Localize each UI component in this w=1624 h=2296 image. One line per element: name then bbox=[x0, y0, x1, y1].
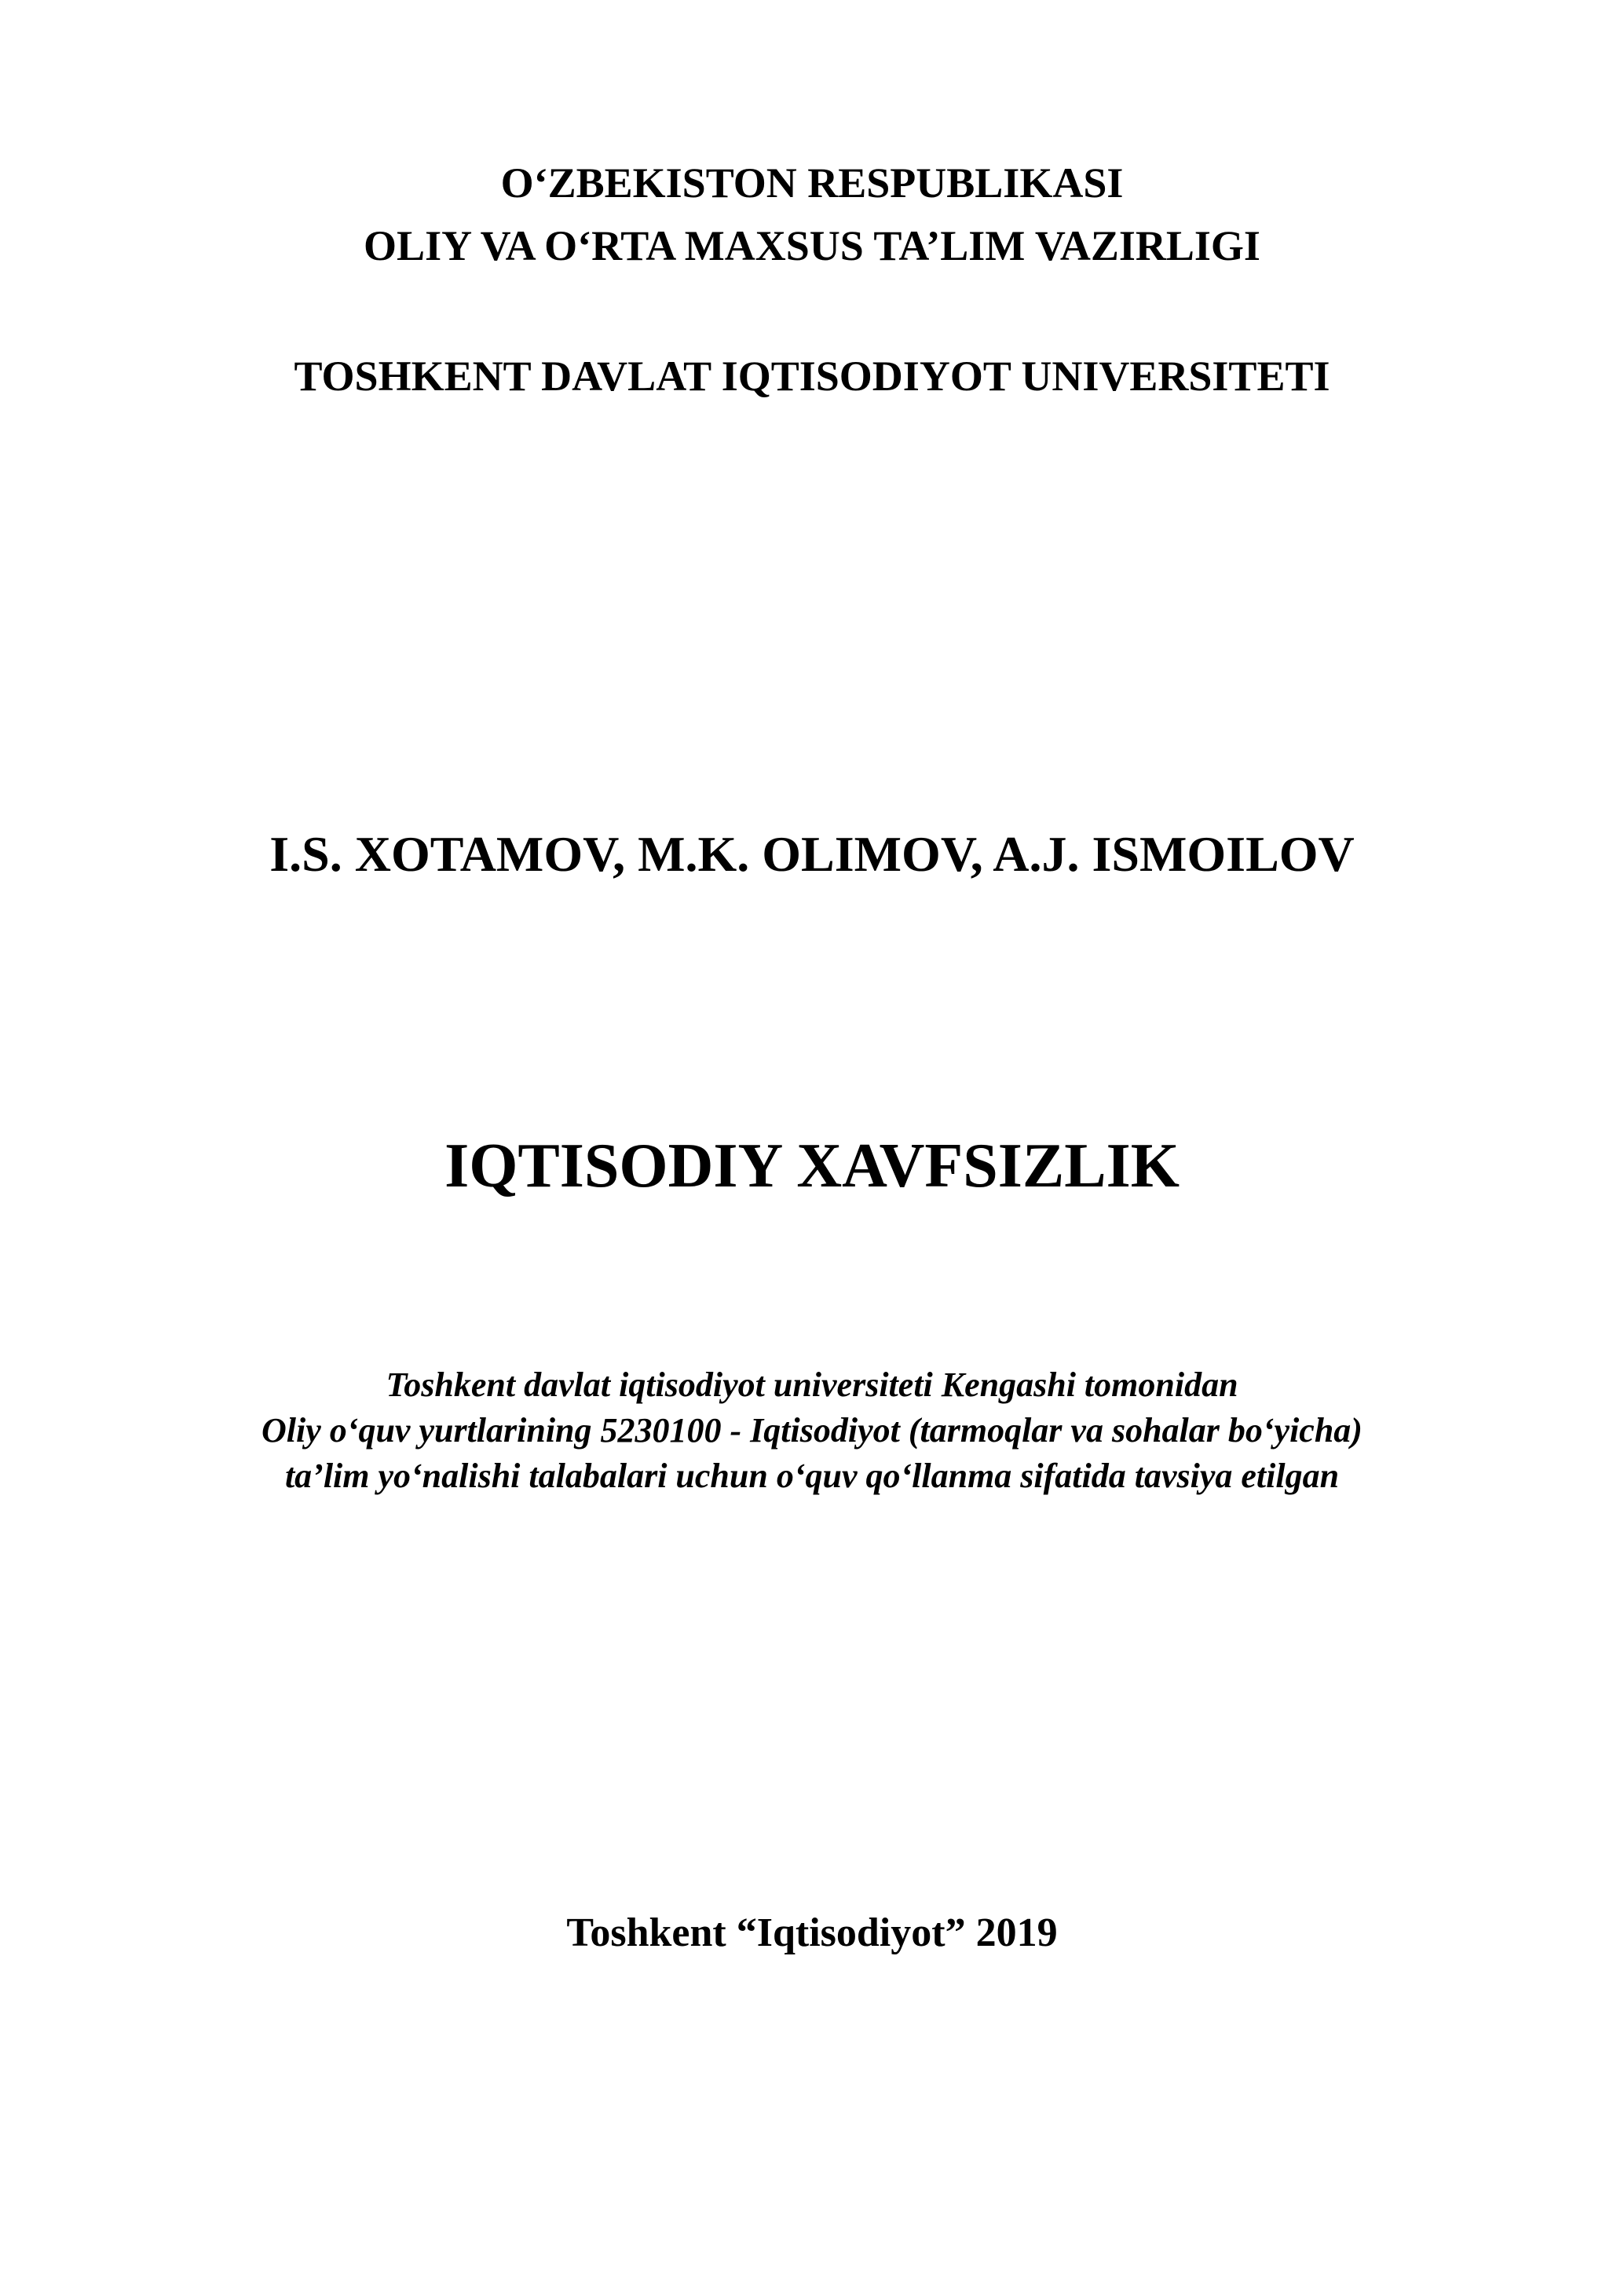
recommendation-line-3: ta’lim yo‘nalishi talabalari uchun o‘quv qo‘llanma sifatida tavsiya etilgan bbox=[284, 1457, 1340, 1495]
ministry-name-heading: OLIY VA O‘RTA MAXSUS TA’LIM VAZIRLIGI bbox=[364, 222, 1260, 269]
publisher-imprint: Toshkent “Iqtisodiyot” 2019 bbox=[566, 1910, 1058, 1955]
university-heading: TOSHKENT DAVLAT IQTISODIYOT UNIVERSITETI bbox=[294, 353, 1330, 400]
ministry-country-heading: O‘ZBEKISTON RESPUBLIKASI bbox=[500, 159, 1124, 207]
book-title: IQTISODIY XAVFSIZLIK bbox=[444, 1132, 1180, 1201]
recommendation-line-1: Toshkent davlat iqtisodiyot universiteti Kengashi tomonidan bbox=[386, 1366, 1238, 1404]
authors: I.S. XOTAMOV, M.K. OLIMOV, A.J. ISMOILOV bbox=[269, 826, 1355, 882]
recommendation-line-2: Oliy o‘quv yurtlarining 5230100 - Iqtisodiyot (tarmoqlar va sohalar bo‘yicha) bbox=[262, 1411, 1362, 1450]
